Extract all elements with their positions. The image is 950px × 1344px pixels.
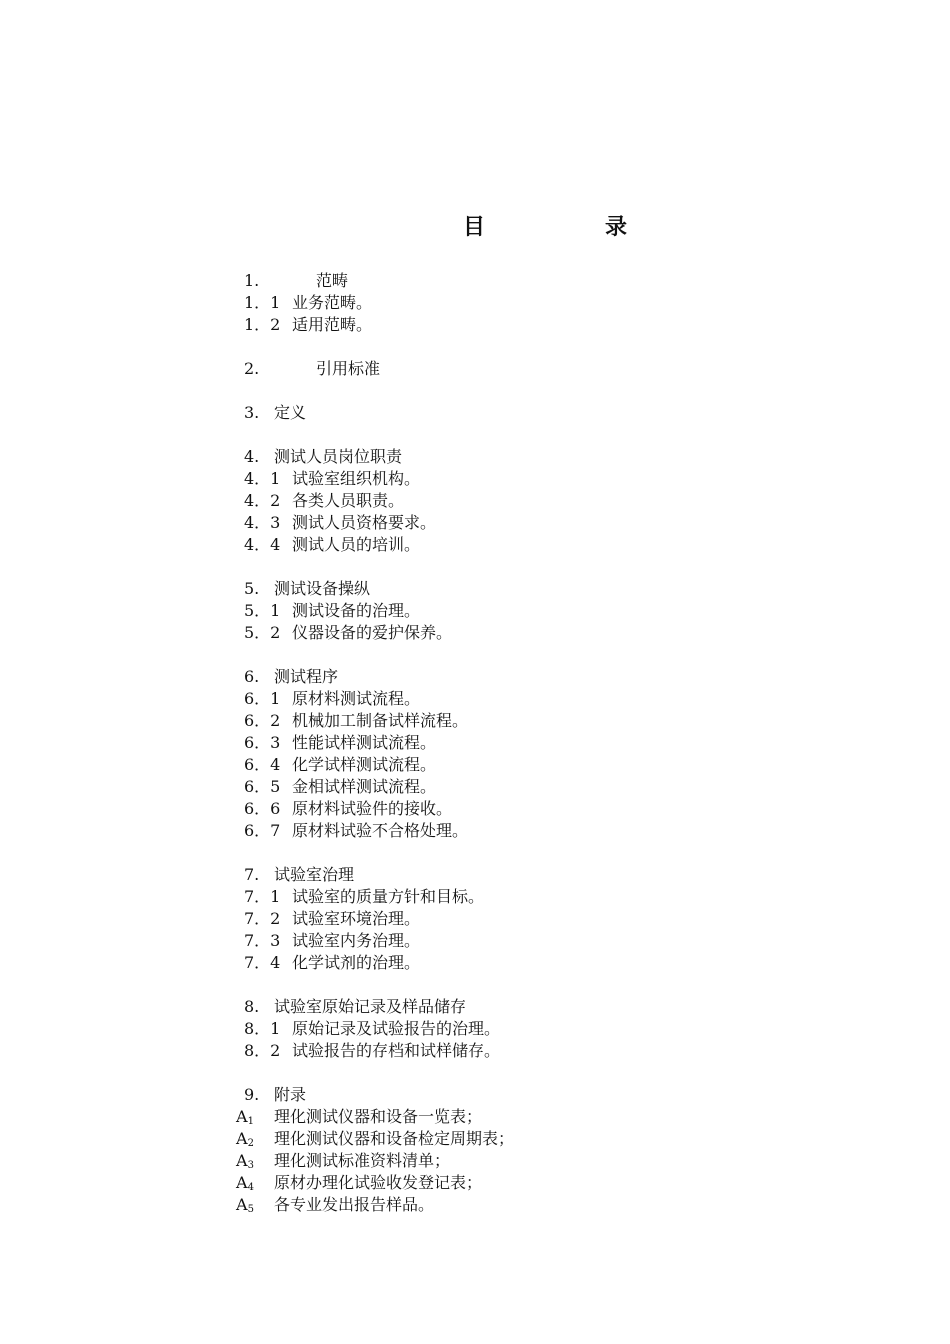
toc-title	[0, 210, 950, 242]
toc-item-number: 6．2	[244, 711, 281, 730]
appendix-letter: A	[236, 1129, 248, 1148]
toc-section	[236, 578, 796, 644]
toc-heading	[236, 270, 796, 292]
toc-item-number: 4．1	[244, 469, 281, 488]
toc-item-text: 试验报告的存档和试样储存。	[292, 1041, 501, 1060]
toc-section	[236, 996, 796, 1062]
toc-item-text: 试验室的质量方针和目标。	[292, 887, 485, 906]
toc-item	[236, 776, 796, 798]
toc-item-number: 4．2	[244, 491, 281, 510]
toc-item-number: 4．4	[244, 535, 281, 554]
toc-item-text: 原始记录及试验报告的治理。	[292, 1019, 501, 1038]
toc-item-text: 测试人员资格要求。	[292, 513, 437, 532]
toc-heading	[236, 1084, 796, 1106]
appendix-item	[236, 1106, 796, 1128]
toc-item	[236, 490, 796, 512]
toc-item	[236, 292, 796, 314]
toc-item-number: 7．1	[244, 887, 281, 906]
toc-heading	[236, 996, 796, 1018]
toc-item-text: 测试人员的培训。	[292, 535, 421, 554]
appendix-subscript: 3	[247, 1160, 254, 1171]
toc-item-text: 机械加工制备试样流程。	[292, 711, 469, 730]
toc-heading-number: 5.	[244, 579, 260, 598]
toc-section	[236, 1084, 796, 1216]
toc-item	[236, 930, 796, 952]
title-char-2: 录	[605, 214, 628, 240]
toc-item-number: 1．2	[244, 315, 281, 334]
toc-heading-number: 4.	[244, 447, 260, 466]
toc-item-number: 4．3	[244, 513, 281, 532]
toc-item	[236, 1018, 796, 1040]
toc-heading	[236, 446, 796, 468]
appendix-text: 各专业发出报告样品。	[274, 1195, 435, 1214]
toc-heading-text: 测试人员岗位职责	[274, 447, 403, 466]
toc-item-text: 原材料试验件的接收。	[292, 799, 453, 818]
toc-item	[236, 952, 796, 974]
appendix-letter: A	[236, 1151, 248, 1170]
toc-item-text: 仪器设备的爱护保养。	[292, 623, 453, 642]
toc-heading-number: 7.	[244, 865, 260, 884]
appendix-text: 理化测试仪器和设备一览表；	[274, 1107, 483, 1126]
toc-heading	[236, 578, 796, 600]
toc-item-text: 试验室内务治理。	[292, 931, 421, 950]
toc-item	[236, 468, 796, 490]
toc-heading-text: 测试设备操纵	[274, 579, 371, 598]
appendix-subscript: 2	[247, 1138, 254, 1149]
toc-item	[236, 754, 796, 776]
toc-item-number: 6．1	[244, 689, 281, 708]
toc-section	[236, 270, 796, 336]
toc-item-number: 7．2	[244, 909, 281, 928]
toc-item-text: 适用范畴。	[292, 315, 373, 334]
toc-item-number: 8．2	[244, 1041, 281, 1060]
toc-heading-number: 6.	[244, 667, 260, 686]
toc-section	[236, 666, 796, 842]
appendix-text: 理化测试标准资料清单；	[274, 1151, 451, 1170]
toc-item	[236, 600, 796, 622]
title-char-1: 目	[463, 214, 486, 240]
toc-item-text: 测试设备的治理。	[292, 601, 421, 620]
appendix-subscript: 5	[247, 1204, 254, 1215]
appendix-item	[236, 1172, 796, 1194]
toc-item-number: 7．4	[244, 953, 281, 972]
toc-item-number: 5．2	[244, 623, 281, 642]
toc-item-number: 6．3	[244, 733, 281, 752]
appendix-item	[236, 1194, 796, 1216]
toc-item-text: 金相试样测试流程。	[292, 777, 437, 796]
toc-item-text: 试验室组织机构。	[292, 469, 421, 488]
toc-item-text: 原材料测试流程。	[292, 689, 421, 708]
table-of-contents	[236, 270, 796, 1216]
toc-item	[236, 710, 796, 732]
toc-item	[236, 798, 796, 820]
toc-item-number: 7．3	[244, 931, 281, 950]
toc-heading-text: 附录	[274, 1085, 307, 1104]
appendix-subscript: 1	[247, 1116, 254, 1127]
toc-item-number: 6．5	[244, 777, 281, 796]
toc-section	[236, 864, 796, 974]
appendix-letter: A	[236, 1195, 248, 1214]
toc-heading-text: 定义	[274, 403, 307, 422]
toc-item	[236, 534, 796, 556]
toc-heading-text: 测试程序	[274, 667, 339, 686]
toc-heading-text: 范畴	[316, 271, 349, 290]
toc-heading	[236, 358, 796, 380]
toc-heading	[236, 402, 796, 424]
toc-item-text: 化学试剂的治理。	[292, 953, 421, 972]
toc-item-number: 5．1	[244, 601, 281, 620]
toc-item-text: 业务范畴。	[292, 293, 373, 312]
toc-item	[236, 1040, 796, 1062]
toc-heading-text: 试验室原始记录及样品储存	[274, 997, 467, 1016]
toc-section	[236, 358, 796, 380]
appendix-label	[236, 1194, 274, 1221]
toc-item-text: 原材料试验不合格处理。	[292, 821, 469, 840]
toc-item	[236, 314, 796, 336]
toc-section	[236, 446, 796, 556]
toc-item-text: 性能试样测试流程。	[292, 733, 437, 752]
toc-item-number: 1．1	[244, 293, 281, 312]
toc-item	[236, 622, 796, 644]
toc-heading-number: 9.	[244, 1085, 260, 1104]
toc-heading	[236, 666, 796, 688]
toc-heading-number: 2.	[244, 359, 260, 378]
toc-heading-text: 引用标准	[316, 359, 381, 378]
toc-item-text: 各类人员职责。	[292, 491, 405, 510]
toc-item	[236, 908, 796, 930]
toc-heading-number: 1.	[244, 271, 260, 290]
toc-item	[236, 688, 796, 710]
appendix-item	[236, 1128, 796, 1150]
toc-item-text: 化学试样测试流程。	[292, 755, 437, 774]
toc-item	[236, 886, 796, 908]
toc-heading-number: 3.	[244, 403, 260, 422]
toc-heading-number: 8.	[244, 997, 260, 1016]
toc-item	[236, 820, 796, 842]
toc-item-number: 6．7	[244, 821, 281, 840]
toc-section	[236, 402, 796, 424]
appendix-text: 理化测试仪器和设备检定周期表；	[274, 1129, 515, 1148]
toc-item-number: 6．4	[244, 755, 281, 774]
appendix-text: 原材办理化试验收发登记表；	[274, 1173, 483, 1192]
toc-heading-text: 试验室治理	[274, 865, 355, 884]
toc-heading	[236, 864, 796, 886]
toc-item	[236, 512, 796, 534]
toc-item	[236, 732, 796, 754]
appendix-subscript: 4	[247, 1182, 254, 1193]
appendix-item	[236, 1150, 796, 1172]
appendix-letter: A	[236, 1107, 248, 1126]
toc-item-text: 试验室环境治理。	[292, 909, 421, 928]
toc-item-number: 8．1	[244, 1019, 281, 1038]
toc-item-number: 6．6	[244, 799, 281, 818]
appendix-letter: A	[236, 1173, 248, 1192]
